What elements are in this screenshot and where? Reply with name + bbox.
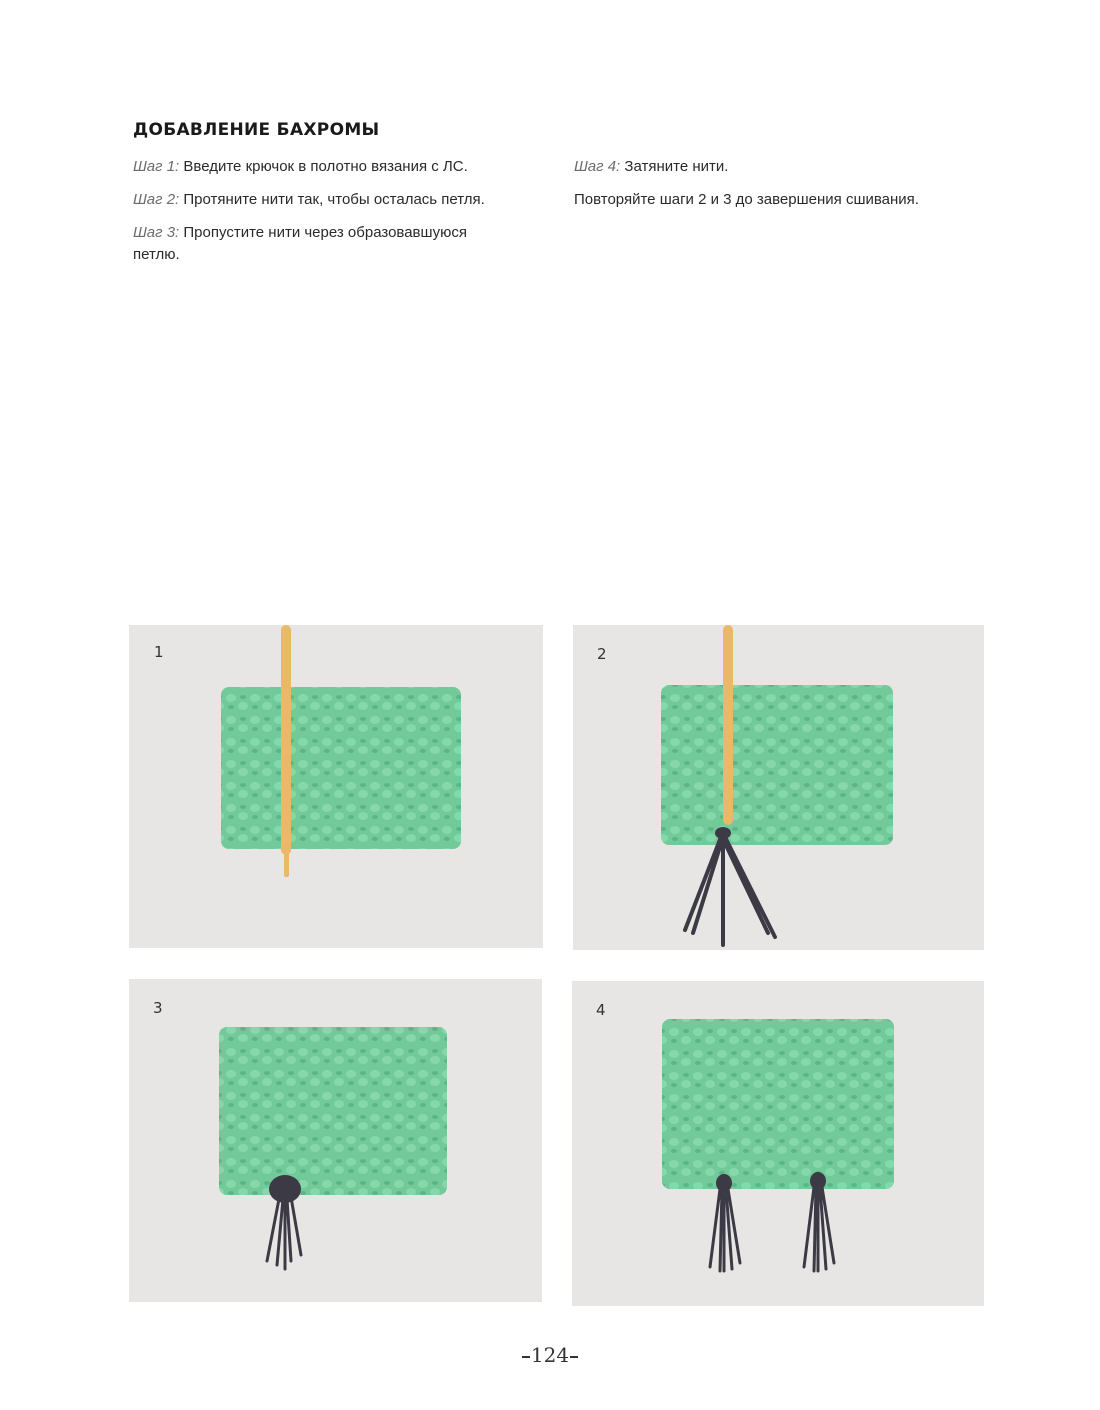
step-text: Повторяйте шаги 2 и 3 до завершения сшивания. [574,191,919,208]
crochet-hook-through-swatch-illustration [129,625,543,948]
step-text: Пропустите нити через образовавшуюся петлю. [133,224,467,263]
single-fringe-knot-illustration [129,979,542,1302]
step-label: Шаг 4: [574,158,621,175]
steps-right-column [574,156,974,222]
step-3 [133,222,513,266]
photo-step-4 [572,981,984,1306]
step-4 [574,156,974,178]
photo-number: 1 [154,643,164,661]
photo-number: 2 [597,645,607,663]
step-label: Шаг 1: [133,158,180,175]
photo-number: 4 [596,1001,606,1019]
step-2 [133,189,533,211]
photo-step-1 [129,625,543,948]
photo-step-2 [573,625,984,950]
page-number [0,1343,1100,1367]
step-text: Введите крючок в полотно вязания с ЛС. [179,158,468,175]
two-fringe-tassels-illustration [572,981,984,1306]
step-label: Шаг 2: [133,191,180,208]
step-text: Затяните нити. [620,158,729,175]
steps-left-column [133,156,533,277]
step-text: Протяните нити так, чтобы осталась петля. [179,191,485,208]
step-1 [133,156,533,178]
photo-step-3 [129,979,542,1302]
section-heading: ДОБАВЛЕНИЕ БАХРОМЫ [133,120,380,140]
page-number-text: 124 [530,1343,570,1367]
repeat-note [574,189,974,211]
page-number-dash [522,1356,530,1358]
pulled-yarn-loop-illustration [573,625,984,950]
photo-number: 3 [153,999,163,1017]
page-number-dash [570,1356,578,1358]
step-label: Шаг 3: [133,224,180,241]
